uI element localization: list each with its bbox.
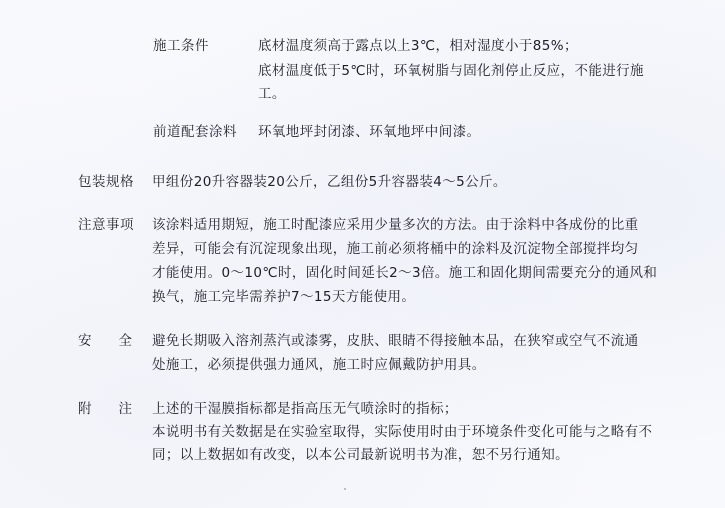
construction-conditions-label: 施工条件 bbox=[153, 38, 209, 54]
notes-line-1: 该涂料适用期短，施工时配漆应采用少量多次的方法。由于涂料中各成份的比重 bbox=[152, 217, 639, 233]
safety-label bbox=[78, 330, 132, 352]
notes-line-4: 换气，施工完毕需养护7～15天方能使用。 bbox=[152, 289, 416, 305]
construction-line-1: 底材温度须高于露点以上3℃，相对湿度小于85%； bbox=[258, 38, 578, 54]
safety-label-left: 安 bbox=[78, 333, 92, 349]
construction-line-3: 工。 bbox=[258, 86, 286, 102]
packaging-text: 甲组份20升容器装20公斤，乙组份5升容器装4～5公斤。 bbox=[152, 174, 507, 190]
notes-line-2: 差异，可能会有沉淀现象出现，施工前必须将桶中的涂料及沉淀物全部搅拌均匀 bbox=[152, 241, 639, 257]
construction-line-2: 底材温度低于5℃时，环氧树脂与固化剂停止反应，不能进行施 bbox=[258, 63, 644, 79]
scan-speck bbox=[344, 488, 346, 490]
safety-line-2: 处施工，必须提供强力通风，施工时应佩戴防护用具。 bbox=[152, 357, 486, 373]
packaging-label: 包装规格 bbox=[78, 174, 134, 190]
appendix-label bbox=[78, 398, 132, 420]
notes-label: 注意事项 bbox=[78, 217, 134, 233]
appendix-line-1: 上述的干湿膜指标都是指高压无气喷涂时的指标； bbox=[152, 401, 458, 417]
primer-text: 环氧地坪封闭漆、环氧地坪中间漆。 bbox=[258, 124, 481, 140]
appendix-line-2: 本说明书有关数据是在实验室取得，实际使用时由于环境条件变化可能与之略有不 bbox=[152, 424, 653, 440]
safety-label-right: 全 bbox=[118, 333, 132, 349]
primer-label: 前道配套涂料 bbox=[153, 124, 237, 140]
notes-line-3: 才能使用。0～10℃时，固化时间延长2～3倍。施工和固化期间需要充分的通风和 bbox=[152, 265, 658, 281]
safety-line-1: 避免长期吸入溶剂蒸汽或漆雾，皮肤、眼睛不得接触本品，在狭窄或空气不流通 bbox=[152, 333, 639, 349]
appendix-line-3: 同；以上数据如有改变，以本公司最新说明书为准，恕不另行通知。 bbox=[152, 447, 569, 463]
appendix-label-right: 注 bbox=[118, 401, 132, 417]
appendix-label-left: 附 bbox=[78, 401, 92, 417]
